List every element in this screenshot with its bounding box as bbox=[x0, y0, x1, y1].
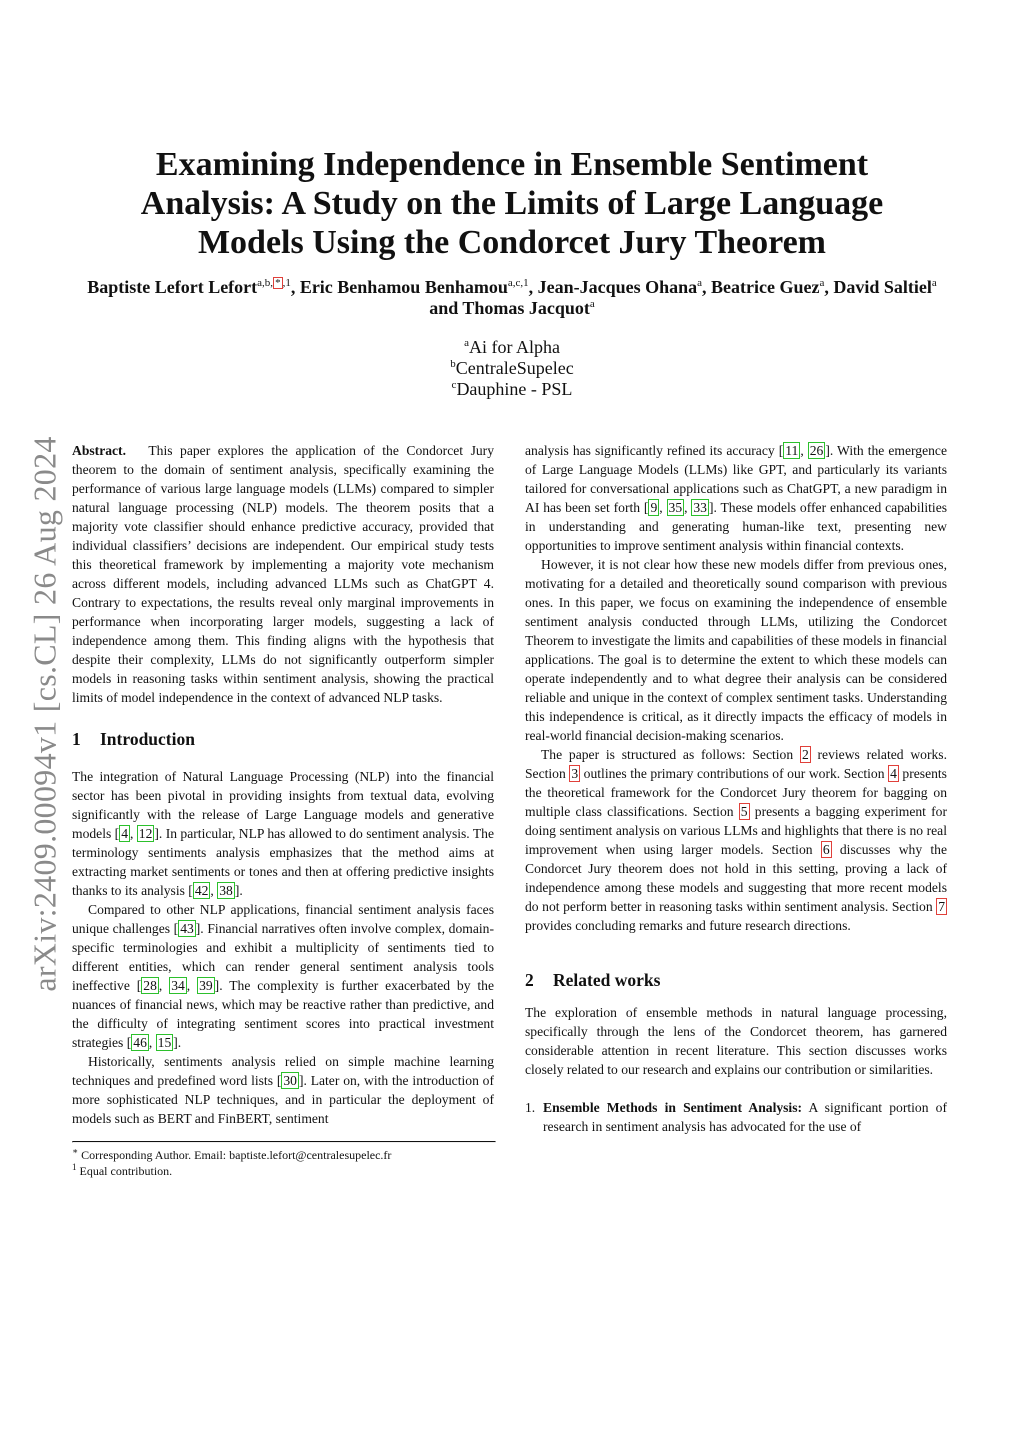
affiliation: $^c$Dauphine - PSL bbox=[451, 379, 573, 399]
footnotes bbox=[72, 1147, 494, 1179]
author-affil-mark: a bbox=[931, 277, 937, 289]
author-affil-mark: a bbox=[589, 298, 595, 310]
footnote-rule bbox=[72, 1141, 496, 1143]
citation-link[interactable]: 15 bbox=[157, 1035, 172, 1050]
citation-link[interactable]: 12 bbox=[138, 826, 153, 841]
section-link[interactable]: 3 bbox=[571, 766, 579, 781]
citation-link[interactable]: 39 bbox=[199, 978, 213, 993]
citation-link[interactable]: 33 bbox=[693, 500, 707, 515]
paper-title: Examining Independence in Ensemble Sentiment Analysis: A Study on the Limits of Large Language Models Using the Condorcet Jury Theorem bbox=[140, 146, 884, 261]
author-name: David Saltiel bbox=[833, 277, 932, 297]
footnote-link[interactable]: * bbox=[275, 277, 281, 289]
intro-paragraph-3: Historically, sentiments analysis relied on simple machine learning techniques and predefined word lists [ 30 ]. Later on, with the introduction of more sophisticated NLP techniques, and in particular the deployment of models such as BERT and FinBERT, sentiment bbox=[72, 1054, 495, 1126]
abstract bbox=[72, 441, 494, 707]
affiliations bbox=[200, 337, 824, 400]
author-name: Baptiste Lefort Lefort bbox=[87, 277, 258, 297]
footnote-corresponding: ∗ Corresponding Author. Email: baptiste.lefort@centralesupelec.fr bbox=[72, 1146, 392, 1162]
citation-link[interactable]: 9 bbox=[650, 500, 658, 515]
section-link[interactable]: 4 bbox=[890, 766, 897, 781]
section-heading-related-works: 2 Related works bbox=[525, 970, 661, 990]
author-affil-mark: a,b, * ,1 bbox=[257, 277, 291, 289]
intro-paragraph-2: Compared to other NLP applications, financial sentiment analysis faces unique challenges [ 43 ]. Financial narratives often involve complex, domain-specific terminologies and exhibit a multiplicity of sentiments tied to different entities, which can render general sentiment analysis tools ineffective [ 28 , 34 , 39 ]. The complexity is further exacerbated by the nuances of financial news, which may be reactive rather than predictive, and the difficulty of integrating sentiment scores into practical investment strategies [ 46 , 15 ]. bbox=[72, 902, 495, 1050]
list-item: 1. Ensemble Methods in Sentiment Analysis: A significant portion of research in sentiment analysis has advocated for the use of bbox=[525, 1100, 947, 1134]
author-affil-mark: a bbox=[697, 277, 703, 289]
section-link[interactable]: 7 bbox=[938, 899, 945, 914]
citation-link[interactable]: 30 bbox=[283, 1073, 297, 1088]
citation-link[interactable]: 4 bbox=[121, 826, 128, 841]
affiliation: $^b$CentraleSupelec bbox=[450, 358, 574, 378]
section-link[interactable]: 2 bbox=[801, 747, 809, 762]
abstract-label: Abstract. bbox=[72, 443, 126, 458]
intro-paragraph-1: The integration of Natural Language Processing (NLP) into the financial sector has been pivotal in providing insights from textual data, evolving significantly with the release of Large Language models and generative models [ 4 , 12 ]. In particular, NLP has allowed to do sentiment analysis. The terminology sentiments analysis emphasizes that the method aims at extracting market sentiments or tones and then at offering predictive insights thanks to its analysis [ 42 , 38 ]. bbox=[72, 769, 494, 898]
footnote-equal: $^1$ Equal contribution. bbox=[72, 1162, 173, 1178]
arxiv-identifier[interactable]: arXiv:2409.00094v1 [cs.CL] 26 Aug 2024 bbox=[26, 436, 63, 992]
intro-paragraph-4: analysis has significantly refined its accuracy [ 11 , 26 ]. With the emergence of Large Language Models (LLMs) like GPT, and particularly its variants tailored for conversational applications such as ChatGPT, a new paradigm in AI has been set forth [ 9 , 35 , 33 ]. These models offer enhanced capabilities in understanding and generating human-like text, presenting new opportunities to improve sentiment analysis within financial contexts. bbox=[525, 443, 948, 553]
section-heading-introduction: 1 Introduction bbox=[72, 729, 195, 749]
citation-link[interactable]: 38 bbox=[219, 883, 233, 898]
abstract-text: This paper explores the application of the Condorcet Jury theorem to the domain of sentiment analysis, specifically examining the performance of various large language models (LLMs) compared to simpler natural language processing (NLP) models. The theorem posits that a majority vote classifier should enhance predictive accuracy, provided that individual classifiers’ decisions are independent. Our empirical study tests this theoretical framework by implementing a majority vote mechanism across different models, including advanced LLMs such as ChatGPT 4. Contrary to expectations, the results reveal only marginal improvements in performance when incorporating larger models, suggesting a lack of independence among them. This finding aligns with the hypothesis that despite their complexity, LLMs do not significantly outperform simpler models in reasoning tasks within sentiment analysis, showing the practical limits of model independence in the context of advanced NLP tasks. bbox=[72, 443, 494, 705]
intro-paragraph-structure: The paper is structured as follows: Section 2 reviews related works. Section 3 outlines the primary contributions of our work. Section 4 presents the theoretical framework for the Condorcet Jury theorem for bagging on multiple class classifications. Section 5 presents a bagging experiment for doing sentiment analysis on various LLMs and highlights that there is no real improvement when using larger models. Section 6 discusses why the Condorcet Jury theorem does not hold in this setting, proving a lack of independence among these models and suggesting that more recent models do not perform better in reasoning tasks within sentiment analysis. Section 7 provides concluding remarks and future research directions. bbox=[525, 747, 947, 933]
author-list: Baptiste Lefort Lefort$^{a,b, * ,1}$, Eric Benhamou Benhamou$^{a,c,1}$, Jean-Jacques Ohana$^a$, Beatrice Guez$^a$, David Saltiel$^a$ and Thomas Jacquot$^a$ bbox=[87, 277, 937, 318]
list-item-title: Ensemble Methods in Sentiment Analysis: bbox=[543, 1100, 803, 1115]
citation-link[interactable]: 43 bbox=[180, 921, 194, 936]
author-name: Beatrice Guez bbox=[711, 277, 820, 297]
citation-link[interactable]: 34 bbox=[171, 978, 185, 993]
citation-link[interactable]: 46 bbox=[133, 1035, 147, 1050]
citation-link[interactable]: 26 bbox=[809, 443, 824, 458]
author-name: Jean-Jacques Ohana bbox=[537, 277, 698, 297]
section-link[interactable]: 6 bbox=[822, 842, 830, 857]
citation-link[interactable]: 35 bbox=[668, 500, 683, 515]
affiliation: $^a$Ai for Alpha bbox=[464, 337, 560, 357]
citation-link[interactable]: 42 bbox=[194, 883, 209, 898]
intro-paragraph-5: However, it is not clear how these new models differ from previous ones, motivating for a detailed and theoretically sound comparison with previous ones. In this paper, we focus on examining the independence of ensemble sentiment analysis conducted through LLMs, utilizing the Condorcet Theorem to investigate the limits and capabilities of these models in financial applications. The goal is to determine the extent to which these models can operate independently and to what degree their analysis can be considered reliable and unique in the context of complex sentiment tasks. Understanding this independence is critical, as it directly impacts the efficacy of models in real-world financial decision-making scenarios. bbox=[525, 557, 947, 743]
related-works-paragraph: The exploration of ensemble methods in natural language processing, specifically through the lens of the Condorcet theorem, has garnered considerable attention in recent literature. This section discusses works closely related to our research and explains our contribution or similarities. bbox=[525, 1005, 947, 1077]
author-name: Eric Benhamou Benhamou bbox=[299, 277, 508, 297]
citation-link[interactable]: 11 bbox=[785, 443, 799, 458]
author-affil-mark: a,c,1 bbox=[507, 277, 529, 289]
author-affil-mark: a bbox=[819, 277, 825, 289]
citation-link[interactable]: 28 bbox=[143, 978, 157, 993]
section-link[interactable]: 5 bbox=[740, 804, 748, 819]
left-column bbox=[72, 441, 494, 1179]
right-column bbox=[525, 441, 947, 1136]
author-name: Thomas Jacquot bbox=[462, 298, 590, 318]
